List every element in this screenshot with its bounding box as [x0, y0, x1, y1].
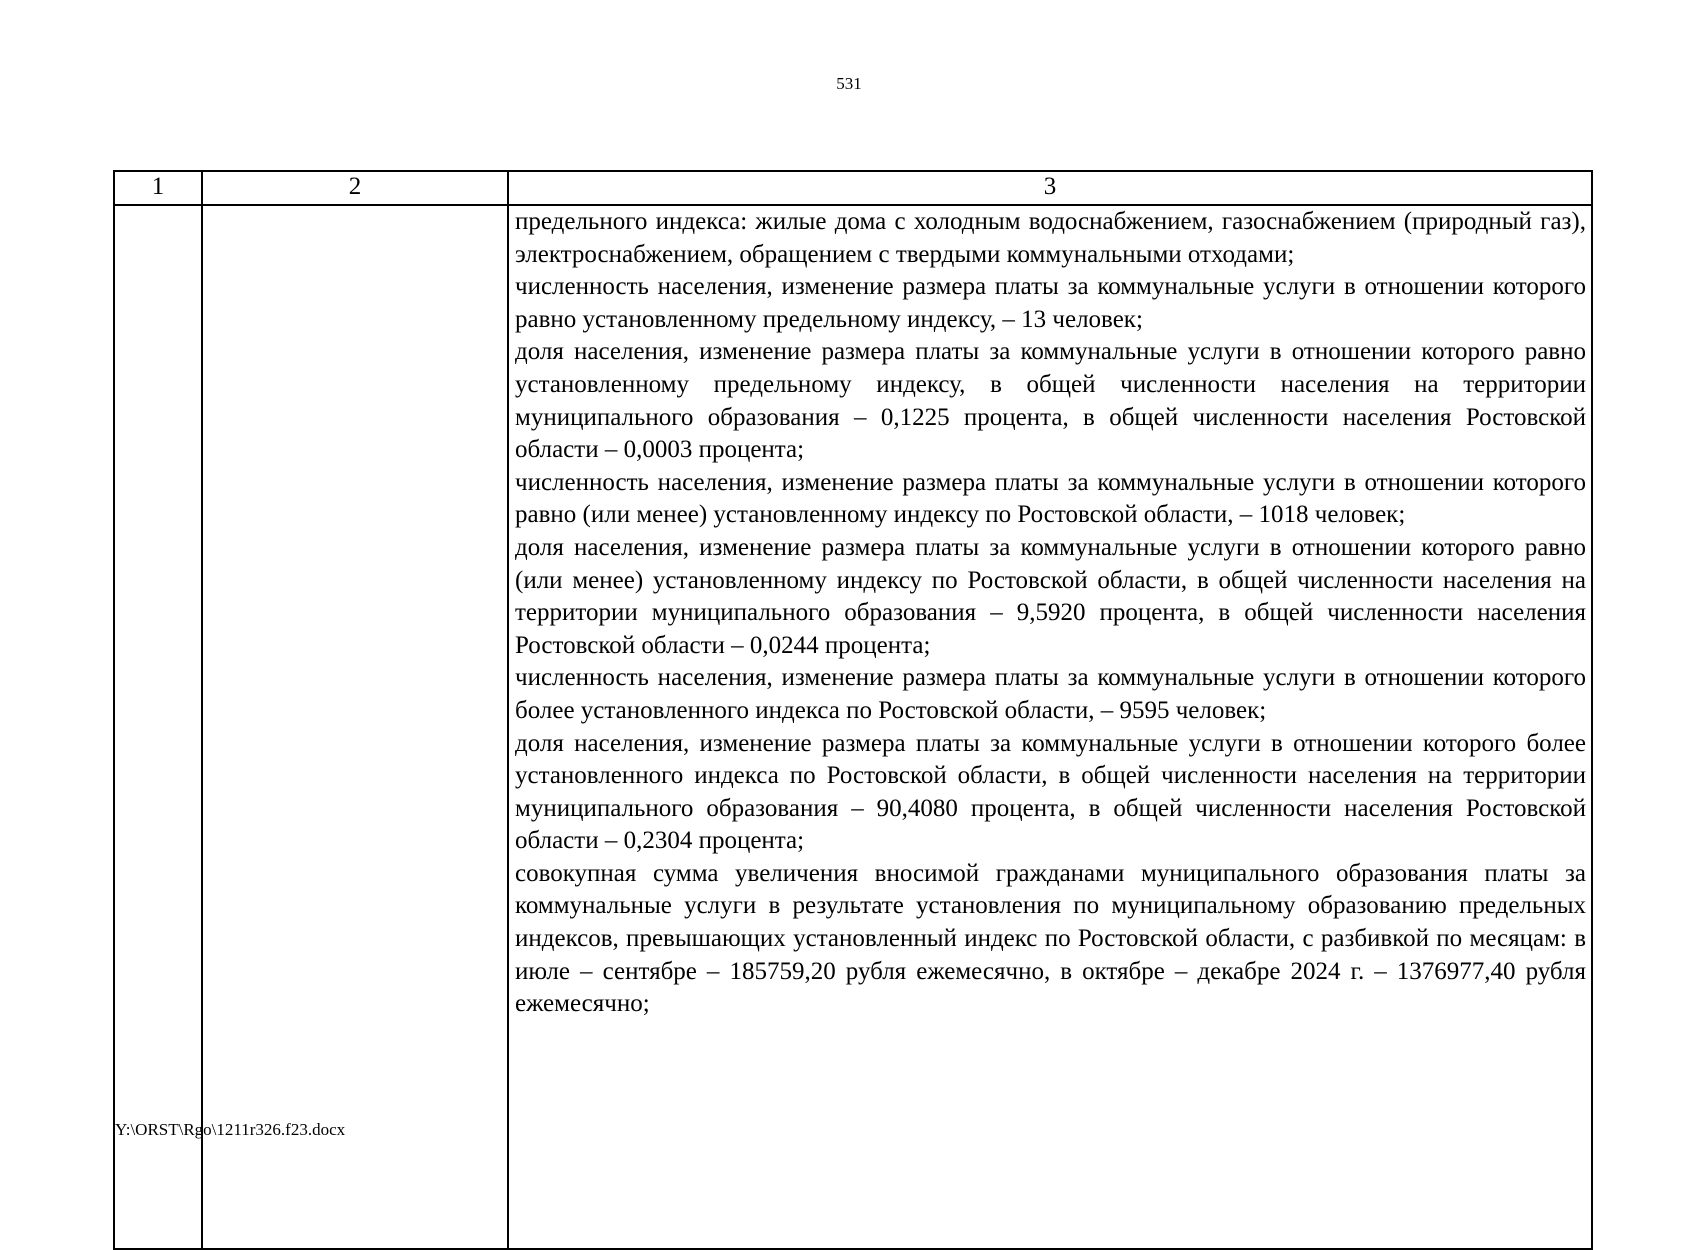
paragraph-1: предельного индекса: жилые дома с холодным водоснабжением, газоснабжением (природный газ), электроснабжением, обращением с твердыми коммунальными отходами;	[515, 208, 1586, 268]
paragraph-5: доля населения, изменение размера платы за коммунальные услуги в отношении которого равно (или менее) установленному индексу по Ростовской области, в общей численности населения на территории муниципального образования – 9,5920 процента, в общей численности населения Ростовской области – 0,0244 процента;	[515, 533, 1586, 659]
paragraph-2: численность населения, изменение размера платы за коммунальные услуги в отношении которого равно установленному предельному индексу, – 13 человек;	[515, 273, 1586, 333]
column-header-3: 3	[508, 171, 1592, 205]
document-table	[113, 170, 1593, 1250]
column-header-1: 1	[114, 171, 202, 205]
table-header-row	[114, 171, 1592, 205]
table-cell-col1	[114, 205, 202, 1249]
table-row	[114, 205, 1592, 1249]
table-cell-col2	[202, 205, 508, 1249]
paragraph-4: численность населения, изменение размера платы за коммунальные услуги в отношении которого равно (или менее) установленному индексу по Ростовской области, – 1018 человек;	[515, 468, 1586, 529]
paragraph-3: доля населения, изменение размера платы за коммунальные услуги в отношении которого равно установленному предельному индексу, в общей численности населения на территории муниципального образования – 0,1225 процента, в общей численности населения Ростовской области – 0,0003 процента;	[515, 338, 1586, 464]
page-number: 531	[836, 74, 862, 93]
table-cell-col3	[508, 205, 1592, 1249]
column-header-2: 2	[202, 171, 508, 205]
paragraph-7: доля населения, изменение размера платы за коммунальные услуги в отношении которого более установленного индекса по Ростовской области, в общей численности населения на территории муниципального образования – 90,4080 процента, в общей численности населения Ростовской области – 0,2304 процента;	[515, 729, 1586, 855]
paragraph-6: численность населения, изменение размера платы за коммунальные услуги в отношении которого более установленного индекса по Ростовской области, – 9595 человек;	[515, 664, 1586, 724]
paragraph-8: совокупная сумма увеличения вносимой гражданами муниципального образования платы за коммунальные услуги в результате установления по муниципальному образованию предельных индексов, превышающих установленный индекс по Ростовской области, с разбивкой по месяцам: в июле – сентябре – 185759,20 рубля ежемесячно, в октябре – декабре 2024 г. – 1376977,40 рубля ежемесячно;	[515, 859, 1586, 1018]
footer-file-path: Y:\ORST\Rgo\1211r326.f23.docx	[115, 1120, 346, 1139]
